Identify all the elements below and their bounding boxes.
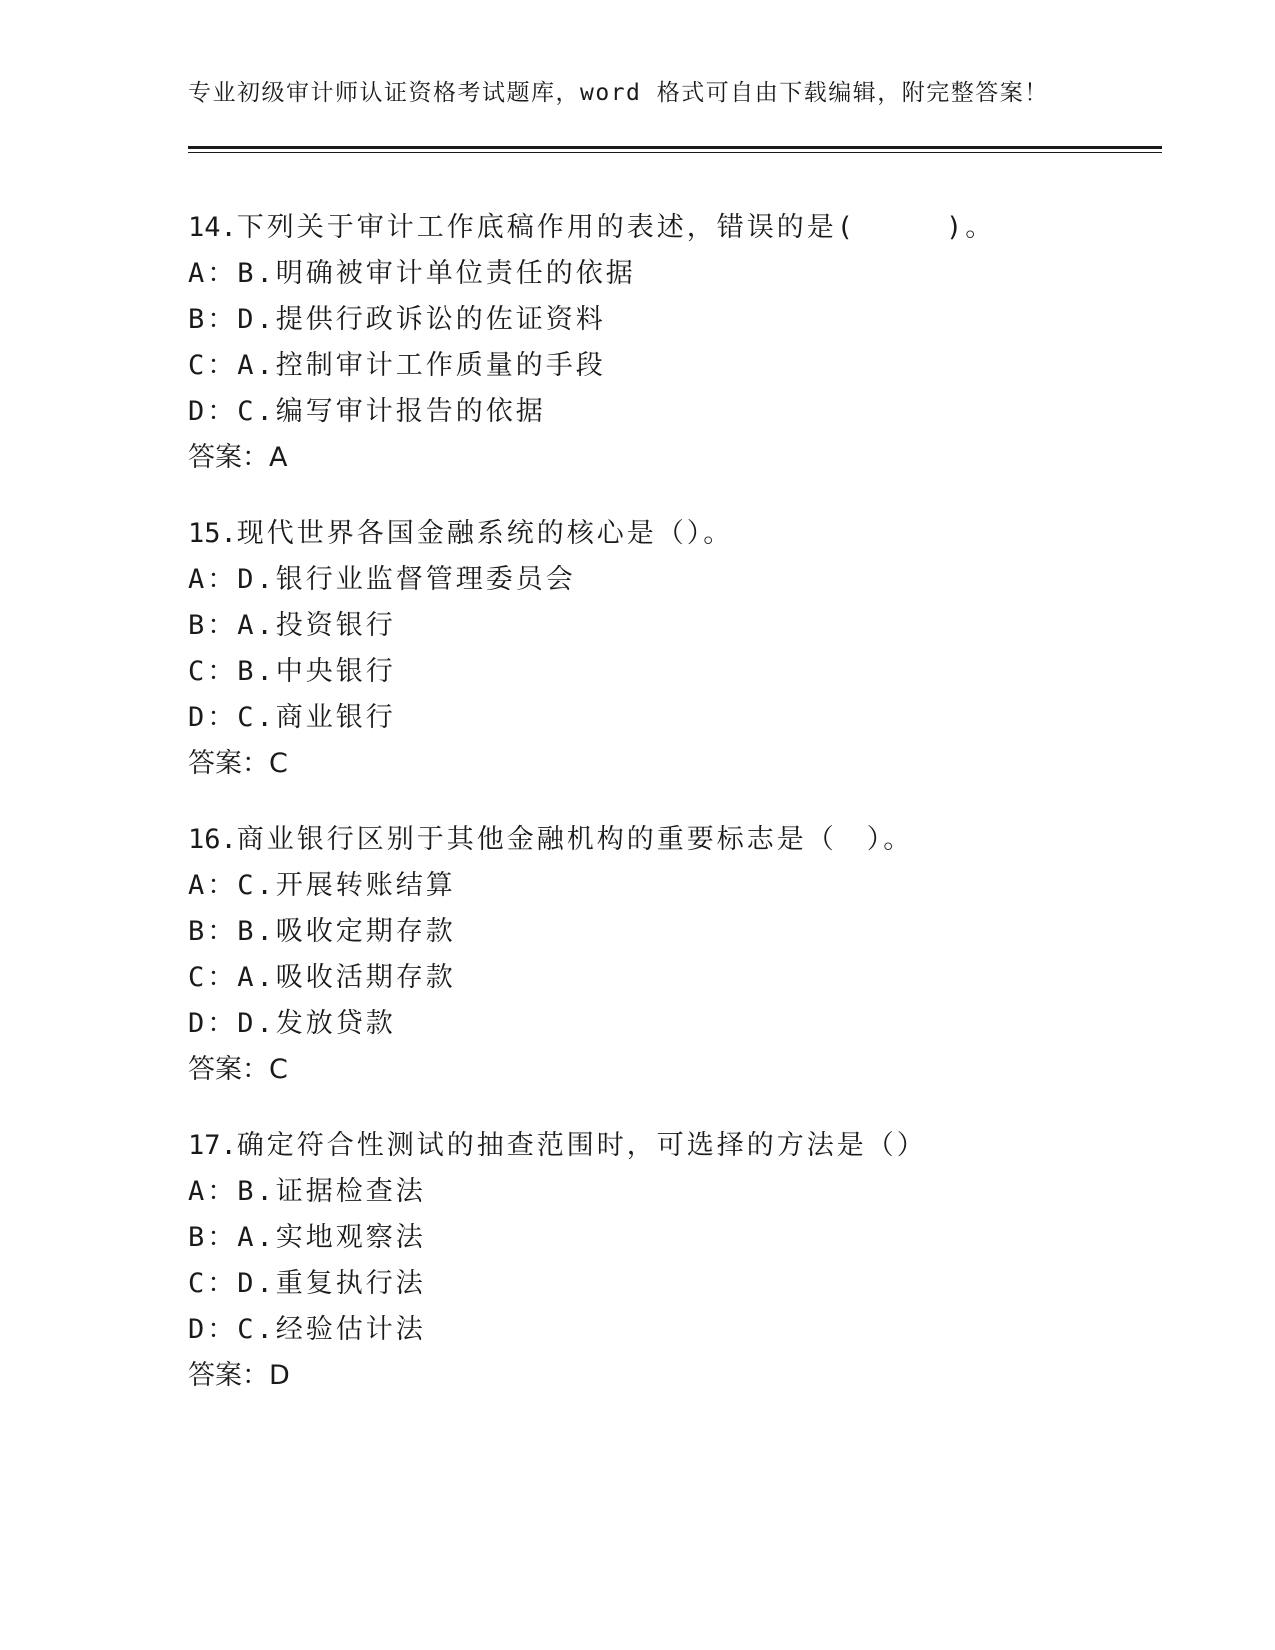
question-text: 现代世界各国金融系统的核心是（）。 bbox=[236, 518, 734, 549]
header-divider-thin bbox=[188, 152, 1162, 153]
question-stem bbox=[188, 511, 1162, 557]
option-a: A：B.明确被审计单位责任的依据 bbox=[188, 258, 636, 289]
option-a: A：B.证据检查法 bbox=[188, 1176, 426, 1207]
option-b: B：B.吸收定期存款 bbox=[188, 916, 456, 947]
option-c: C：A.控制审计工作质量的手段 bbox=[188, 350, 606, 381]
option-b: B：A.实地观察法 bbox=[188, 1222, 426, 1253]
option-d: D：C.商业银行 bbox=[188, 702, 396, 733]
option-c: C：B.中央银行 bbox=[188, 656, 396, 687]
question-number: 14. bbox=[188, 212, 237, 243]
question-number: 17. bbox=[188, 1130, 237, 1161]
header-divider-thick bbox=[188, 146, 1162, 149]
question-17 bbox=[188, 1123, 1162, 1399]
option-b: B：A.投资银行 bbox=[188, 610, 396, 641]
option-c: C：D.重复执行法 bbox=[188, 1268, 426, 1299]
question-stem bbox=[188, 817, 1162, 863]
question-text: 商业银行区别于其他金融机构的重要标志是（ ）。 bbox=[236, 824, 914, 855]
question-16 bbox=[188, 817, 1162, 1093]
question-text: 下列关于审计工作底稿作用的表述，错误的是( )。 bbox=[236, 212, 996, 243]
option-d: D：C.经验估计法 bbox=[188, 1314, 426, 1345]
question-number: 16. bbox=[188, 824, 237, 855]
question-text: 确定符合性测试的抽查范围时，可选择的方法是（） bbox=[236, 1130, 927, 1161]
question-list bbox=[188, 205, 1162, 1429]
answer: 答案：A bbox=[188, 442, 288, 473]
option-c: C：A.吸收活期存款 bbox=[188, 962, 456, 993]
question-number: 15. bbox=[188, 518, 237, 549]
option-d: D：C.编写审计报告的依据 bbox=[188, 396, 546, 427]
question-15 bbox=[188, 511, 1162, 787]
option-a: A：D.银行业监督管理委员会 bbox=[188, 564, 576, 595]
question-stem bbox=[188, 205, 1162, 251]
option-d: D：D.发放贷款 bbox=[188, 1008, 396, 1039]
option-a: A：C.开展转账结算 bbox=[188, 870, 456, 901]
question-stem bbox=[188, 1123, 1162, 1169]
question-14 bbox=[188, 205, 1162, 481]
answer: 答案：D bbox=[188, 1360, 290, 1391]
page-header: 专业初级审计师认证资格考试题库，word 格式可自由下载编辑，附完整答案！ bbox=[188, 80, 1049, 106]
answer: 答案：C bbox=[188, 748, 288, 779]
option-b: B：D.提供行政诉讼的佐证资料 bbox=[188, 304, 606, 335]
answer: 答案：C bbox=[188, 1054, 288, 1085]
